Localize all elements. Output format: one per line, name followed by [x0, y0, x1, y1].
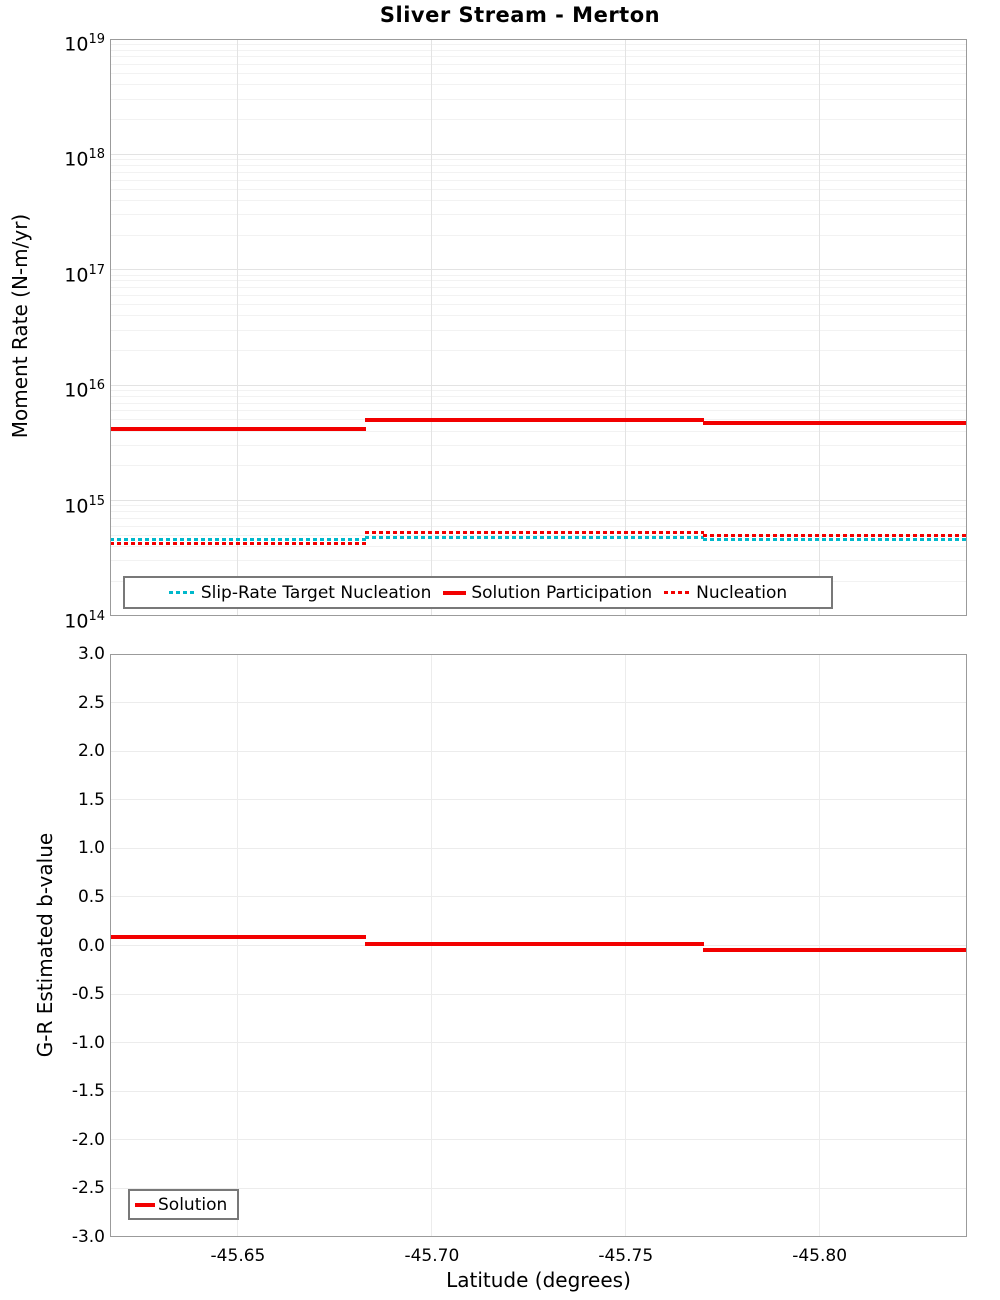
- gridline-h-minor: [111, 390, 966, 391]
- gridline-h-major: [111, 500, 966, 501]
- y-tick-label: -2.5: [71, 1178, 105, 1199]
- x-tick-label: -45.70: [404, 1246, 460, 1266]
- y-tick-label: 0.0: [77, 935, 105, 956]
- gridline-h-minor: [111, 518, 966, 519]
- y-tick-label: $10^{19}$: [64, 32, 105, 56]
- gridline-h-minor: [111, 44, 966, 45]
- gridline-h-major: [111, 1188, 966, 1189]
- gridline-h-minor: [111, 172, 966, 173]
- gridline-h-minor: [111, 505, 966, 506]
- gridline-h-minor: [111, 214, 966, 215]
- series-segment-solution: [365, 942, 703, 946]
- top-plot-area: [110, 39, 967, 616]
- gridline-h-major: [111, 702, 966, 703]
- gridline-h-minor: [111, 526, 966, 527]
- gridline-h-minor: [111, 159, 966, 160]
- solution-swatch-icon: [135, 1203, 155, 1207]
- gridline-h-minor: [111, 200, 966, 201]
- x-tick-label: -45.80: [792, 1246, 848, 1266]
- gridline-h-minor: [111, 280, 966, 281]
- series-segment-solution-participation: [703, 421, 967, 425]
- nucleation-swatch-icon: [664, 591, 691, 594]
- series-segment-solution-participation: [365, 418, 703, 422]
- gridline-h-major: [111, 751, 966, 752]
- y-tick-label: $10^{14}$: [64, 609, 105, 633]
- y-tick-label: $10^{18}$: [64, 147, 105, 171]
- legend-label-slip-rate-target-nucleation: Slip-Rate Target Nucleation: [200, 582, 432, 603]
- gridline-h-minor: [111, 560, 966, 561]
- gridline-v-major: [819, 40, 820, 615]
- y-tick-label: $10^{17}$: [64, 262, 105, 287]
- gridline-v-major: [431, 40, 432, 615]
- series-segment-solution: [703, 948, 967, 952]
- gridline-h-major: [111, 154, 966, 155]
- gridline-h-major: [111, 269, 966, 270]
- y-tick-label: 0.5: [77, 886, 105, 907]
- gridline-h-major: [111, 1042, 966, 1043]
- gridline-h-minor: [111, 403, 966, 404]
- gridline-h-minor: [111, 73, 966, 74]
- gridline-h-minor: [111, 189, 966, 190]
- top-legend: [123, 576, 833, 609]
- gridline-h-minor: [111, 304, 966, 305]
- gridline-h-minor: [111, 84, 966, 85]
- gridline-h-minor: [111, 180, 966, 181]
- gridline-v-major: [625, 40, 626, 615]
- y-tick-label: -3.0: [71, 1227, 105, 1247]
- series-segment-slip-rate-target-nucleation: [703, 538, 967, 541]
- gridline-h-minor: [111, 410, 966, 411]
- y-tick-label: 2.5: [77, 692, 105, 713]
- gridline-h-minor: [111, 445, 966, 446]
- y-tick-label: -2.0: [71, 1129, 105, 1150]
- x-tick-label: -45.65: [210, 1246, 266, 1266]
- gridline-h-minor: [111, 50, 966, 51]
- gridline-h-minor: [111, 275, 966, 276]
- gridline-h-minor: [111, 287, 966, 288]
- gridline-h-minor: [111, 235, 966, 236]
- gridline-h-minor: [111, 546, 966, 547]
- top-y-axis-label: Moment Rate (N-m/yr): [8, 213, 32, 439]
- gridline-h-major: [111, 799, 966, 800]
- gridline-h-minor: [111, 99, 966, 100]
- gridline-h-minor: [111, 511, 966, 512]
- chart-title: Sliver Stream - Merton: [379, 3, 661, 27]
- y-tick-label: -0.5: [71, 984, 105, 1005]
- gridline-h-major: [111, 385, 966, 386]
- y-tick-label: -1.0: [71, 1032, 105, 1053]
- gridline-h-major: [111, 1091, 966, 1092]
- gridline-h-minor: [111, 396, 966, 397]
- legend-label-solution: Solution: [158, 1194, 228, 1215]
- x-axis-label: Latitude (degrees): [446, 1268, 631, 1292]
- series-segment-slip-rate-target-nucleation: [365, 536, 703, 539]
- bottom-plot-area: [110, 654, 967, 1237]
- gridline-v-major: [819, 655, 820, 1236]
- gridline-h-major: [111, 1139, 966, 1140]
- gridline-h-minor: [111, 350, 966, 351]
- gridline-h-major: [111, 994, 966, 995]
- y-tick-label: -1.5: [71, 1081, 105, 1102]
- y-tick-label: 1.5: [77, 789, 105, 810]
- solution-participation-swatch-icon: [443, 591, 466, 595]
- series-segment-nucleation: [365, 531, 703, 534]
- series-segment-nucleation: [703, 534, 967, 537]
- series-segment-solution-participation: [110, 427, 366, 431]
- gridline-h-minor: [111, 295, 966, 296]
- gridline-h-minor: [111, 330, 966, 331]
- gridline-h-minor: [111, 465, 966, 466]
- slip-rate-target-nucleation-swatch-icon: [169, 591, 196, 594]
- gridline-v-major: [237, 655, 238, 1236]
- y-tick-label: 2.0: [77, 741, 105, 762]
- gridline-h-minor: [111, 56, 966, 57]
- series-segment-slip-rate-target-nucleation: [110, 538, 366, 541]
- gridline-h-major: [111, 896, 966, 897]
- y-tick-label: 3.0: [77, 644, 105, 664]
- bottom-y-axis-label: G-R Estimated b-value: [33, 832, 57, 1058]
- gridline-v-major: [237, 40, 238, 615]
- gridline-h-major: [111, 848, 966, 849]
- series-segment-nucleation: [110, 542, 366, 545]
- gridline-h-minor: [111, 315, 966, 316]
- series-segment-solution: [110, 935, 366, 939]
- gridline-h-minor: [111, 64, 966, 65]
- gridline-h-minor: [111, 165, 966, 166]
- bottom-legend: [128, 1189, 239, 1220]
- y-tick-label: $10^{16}$: [64, 378, 105, 402]
- gridline-h-minor: [111, 119, 966, 120]
- legend-label-nucleation: Nucleation: [696, 582, 788, 603]
- y-tick-label: $10^{15}$: [64, 493, 105, 517]
- y-tick-label: 1.0: [77, 838, 105, 859]
- legend-label-solution-participation: Solution Participation: [471, 582, 653, 603]
- x-tick-label: -45.75: [598, 1246, 654, 1266]
